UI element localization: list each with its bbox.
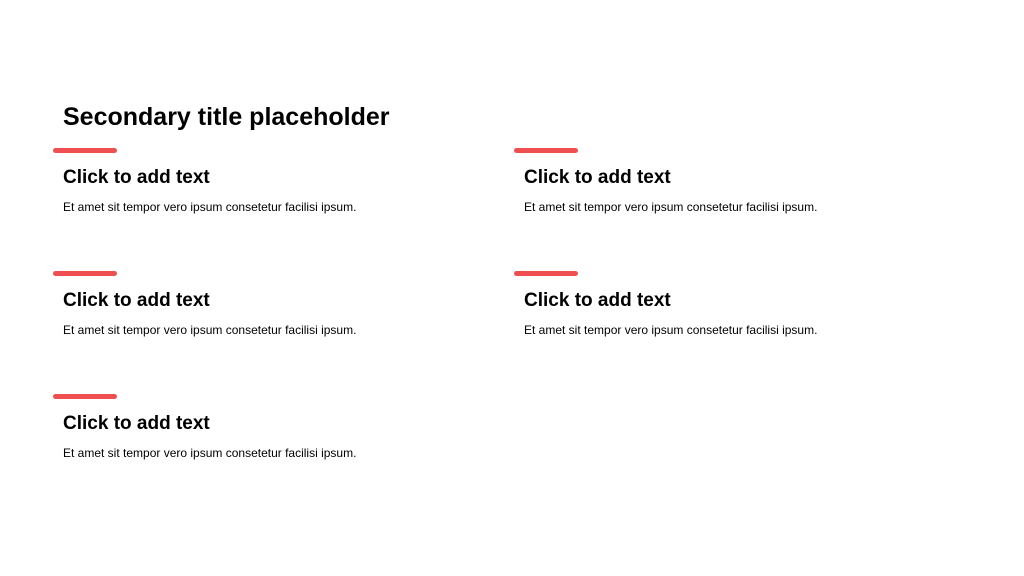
content-item-3 xyxy=(53,271,473,351)
content-item-4 xyxy=(514,271,934,351)
item-body-placeholder[interactable]: Et amet sit tempor vero ipsum consetetur facilisi ipsum. xyxy=(63,200,357,214)
item-body-placeholder[interactable]: Et amet sit tempor vero ipsum consetetur facilisi ipsum. xyxy=(63,323,357,337)
item-body-placeholder[interactable]: Et amet sit tempor vero ipsum consetetur facilisi ipsum. xyxy=(524,323,818,337)
accent-bar xyxy=(514,271,578,276)
content-item-5 xyxy=(53,394,473,474)
item-heading-placeholder[interactable]: Click to add text xyxy=(63,167,210,188)
slide-title-placeholder[interactable]: Secondary title placeholder xyxy=(63,103,390,131)
item-body-placeholder[interactable]: Et amet sit tempor vero ipsum consetetur facilisi ipsum. xyxy=(63,446,357,460)
item-heading-placeholder[interactable]: Click to add text xyxy=(63,413,210,434)
accent-bar xyxy=(53,148,117,153)
accent-bar xyxy=(514,148,578,153)
accent-bar xyxy=(53,271,117,276)
item-heading-placeholder[interactable]: Click to add text xyxy=(524,290,671,311)
item-body-placeholder[interactable]: Et amet sit tempor vero ipsum consetetur facilisi ipsum. xyxy=(524,200,818,214)
content-item-1 xyxy=(53,148,473,228)
item-heading-placeholder[interactable]: Click to add text xyxy=(524,167,671,188)
content-item-2 xyxy=(514,148,934,228)
item-heading-placeholder[interactable]: Click to add text xyxy=(63,290,210,311)
accent-bar xyxy=(53,394,117,399)
